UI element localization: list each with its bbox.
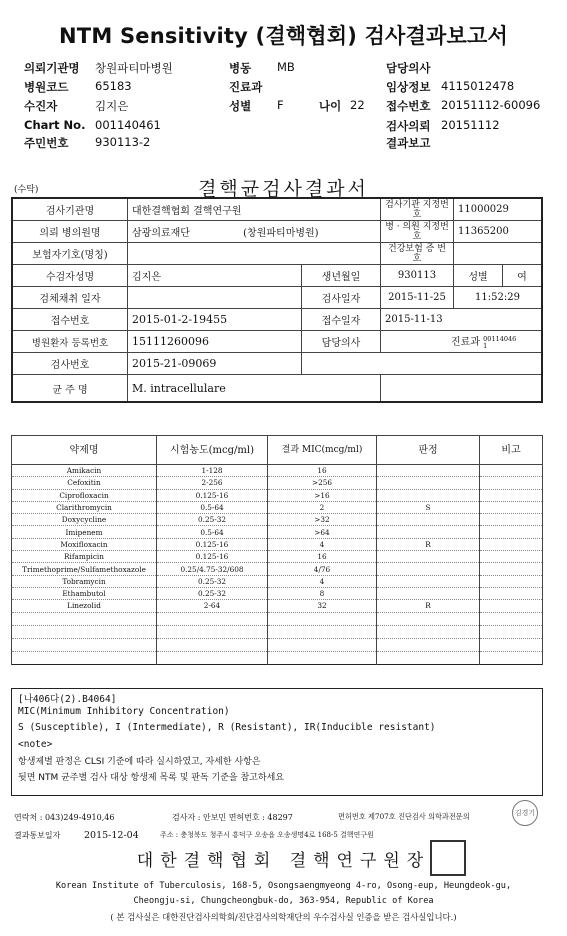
- empty-cell: [12, 638, 157, 651]
- empty-cell: [377, 612, 480, 625]
- empty-cell: [12, 612, 157, 625]
- patient-info-table: [11, 197, 543, 403]
- result-remark: [480, 587, 543, 599]
- empty-cell: [12, 651, 157, 664]
- report-date-value: 2015-12-04: [84, 830, 139, 841]
- signature-stamp: [512, 800, 538, 826]
- result-row: [12, 538, 543, 550]
- result-conc: 0.5-64: [157, 501, 268, 513]
- exam-inst-value: 대한결핵협회 결핵연구원: [128, 198, 381, 221]
- notes-legend: S (Susceptible), I (Intermediate), R (Resistant), IR(Inducible resistant): [18, 722, 436, 733]
- result-interp: [377, 563, 480, 575]
- address-en-1: Korean Institute of Tuberculosis, 168-5, Osongsaengmyeong 4-ro, Osong-eup, Heungdeok-gu,: [55, 881, 512, 891]
- age-label: 나이: [319, 99, 342, 113]
- notes-line1: 항생제별 판정은 CLSI 기준에 따라 실시하였고, 자세한 사항은: [18, 757, 261, 767]
- result-interp: [377, 489, 480, 501]
- result-row: [12, 526, 543, 538]
- empty-cell: [268, 638, 377, 651]
- empty-cell: [268, 612, 377, 625]
- health-ins-label: 건강보험 증 번 호: [381, 243, 454, 265]
- notes-tag: <note>: [18, 739, 53, 750]
- clinical-info-label: 임상정보: [386, 80, 431, 94]
- age-value: 22: [350, 98, 365, 112]
- result-mic: 4/76: [268, 563, 377, 575]
- chart-no-value: 001140461: [95, 118, 161, 132]
- ward-label: 병동: [229, 61, 252, 75]
- result-mic: 16: [268, 551, 377, 563]
- exam-date-label: 검사일자: [302, 287, 381, 309]
- exam-no-label: 검사번호: [12, 353, 128, 375]
- clinical-info-value: 4115012478: [441, 79, 515, 93]
- result-drug: Amikacin: [12, 465, 157, 477]
- result-interp: [377, 575, 480, 587]
- receipt-date-label: 접수일자: [302, 309, 381, 331]
- receipt-date-value: 2015-11-13: [381, 309, 543, 331]
- result-mic: >16: [268, 489, 377, 501]
- result-conc: 0.25-32: [157, 514, 268, 526]
- birth-value: 930113: [381, 265, 454, 287]
- receipt-no-value: 20151112-60096: [441, 98, 541, 112]
- req-inst-cell: [128, 221, 381, 243]
- result-mic: 2: [268, 501, 377, 513]
- result-row: [12, 489, 543, 501]
- result-conc: 2-256: [157, 477, 268, 489]
- result-conc: 1-128: [157, 465, 268, 477]
- result-drug: Doxycycline: [12, 514, 157, 526]
- conc-header: 시험농도(mcg/ml): [157, 436, 268, 465]
- result-conc: 0.5-64: [157, 526, 268, 538]
- result-conc: 0.25/4.75-32/608: [157, 563, 268, 575]
- doctor-dept-cell: [381, 331, 543, 353]
- empty-cell: [12, 625, 157, 638]
- drug-header: 약제명: [12, 436, 157, 465]
- exam-no-value: 2015-21-09069: [128, 353, 302, 375]
- address-kr: 주소 : 충청북도 청주시 흥덕구 오송읍 오송생명4로 168-5 결핵연구원: [160, 831, 374, 839]
- empty-row: [12, 612, 543, 625]
- org-name: 대한결핵협회 결핵연구원장: [136, 851, 431, 871]
- institution-label: 의뢰기관명: [24, 61, 80, 75]
- result-mic: 32: [268, 600, 377, 612]
- exam-no-blank: [302, 353, 543, 375]
- doctor-label: 담당의사: [302, 331, 381, 353]
- result-drug: Linezolid: [12, 600, 157, 612]
- report-date-label: 결과통보일자: [14, 831, 61, 840]
- signature-text: 김경기: [514, 809, 536, 817]
- species-blank: [381, 375, 543, 403]
- rrn-label: 주민번호: [24, 136, 69, 150]
- results-body: [12, 465, 543, 665]
- notes-mic-def: MIC(Minimum Inhibitory Concentration): [18, 706, 230, 717]
- chart-no-label: Chart No.: [24, 118, 86, 132]
- result-row: [12, 501, 543, 513]
- notes-code: [나406다(2).B4064]: [18, 694, 117, 705]
- empty-row: [12, 625, 543, 638]
- req-inst-label: 의뢰 병의원명: [12, 221, 128, 243]
- result-remark: [480, 501, 543, 513]
- empty-cell: [268, 625, 377, 638]
- empty-cell: [480, 612, 543, 625]
- result-drug: Moxifloxacin: [12, 538, 157, 550]
- report-title: NTM Sensitivity (결핵협회) 검사결과보고서: [59, 24, 508, 48]
- patient-value: 김지은: [128, 265, 302, 287]
- result-remark: [480, 551, 543, 563]
- certification-note: ( 본 검사실은 대한진단검사의학회/진단검사의학재단의 우수검사실 인증을 받은 검사실입니다.): [110, 912, 457, 922]
- hosp-patient-label: 병원환자 등록번호: [12, 331, 128, 353]
- result-remark: [480, 489, 543, 501]
- clinic-no-value: 11365200: [454, 221, 543, 243]
- collect-date-value: [128, 287, 302, 309]
- result-row: [12, 587, 543, 599]
- result-mic: >64: [268, 526, 377, 538]
- result-conc: 0.125-16: [157, 551, 268, 563]
- insurance-value: [128, 243, 381, 265]
- result-row: [12, 551, 543, 563]
- collector-value: 김지은: [95, 99, 129, 113]
- sex-form-value: 여: [503, 265, 543, 287]
- empty-cell: [377, 638, 480, 651]
- result-remark: [480, 575, 543, 587]
- result-remark: [480, 465, 543, 477]
- insurance-label: 보험자기호(명칭): [12, 243, 128, 265]
- interp-header: 판정: [377, 436, 480, 465]
- institution-value: 창원파티마병원: [95, 61, 173, 75]
- receipt-form-label: 접수번호: [12, 309, 128, 331]
- result-remark: [480, 563, 543, 575]
- result-remark: [480, 526, 543, 538]
- result-row: [12, 514, 543, 526]
- result-conc: 2-64: [157, 600, 268, 612]
- hospital-code-label: 병원코드: [24, 80, 69, 94]
- rrn-value: 930113-2: [95, 135, 151, 149]
- result-drug: Clarithromycin: [12, 501, 157, 513]
- result-interp: [377, 465, 480, 477]
- exam-inst-no-value: 11000029: [454, 198, 543, 221]
- footer-license: 면허번호 제707호 진단검사 의학과전문의: [338, 812, 470, 821]
- empty-cell: [480, 625, 543, 638]
- notes-box: [11, 688, 543, 796]
- result-mic: >32: [268, 514, 377, 526]
- result-mic: 4: [268, 575, 377, 587]
- request-date-value: 20151112: [441, 118, 500, 132]
- result-row: [12, 477, 543, 489]
- empty-row: [12, 651, 543, 664]
- department-label: 진료과: [229, 80, 263, 94]
- result-row: [12, 600, 543, 612]
- form-title: 결핵균검사결과서: [198, 178, 369, 200]
- result-interp: R: [377, 538, 480, 550]
- result-drug: Tobramycin: [12, 575, 157, 587]
- collector-label: 수진자: [24, 99, 58, 113]
- exam-date-value: 2015-11-25: [381, 287, 454, 309]
- patient-label: 수검자성명: [12, 265, 128, 287]
- empty-cell: [157, 625, 268, 638]
- result-interp: S: [377, 501, 480, 513]
- notes-line2: 뒷면 NTM 균주별 검사 대상 항생제 목록 및 판독 기준을 참고하세요: [18, 773, 284, 783]
- result-remark: [480, 538, 543, 550]
- sex-label: 성별: [229, 99, 252, 113]
- result-drug: Ethambutol: [12, 587, 157, 599]
- species-value: M. intracellulare: [128, 375, 381, 403]
- dept-label: 진료과: [451, 337, 480, 349]
- mic-header: 결과 MIC(mcg/ml): [268, 436, 377, 465]
- species-label: 균 주 명: [12, 375, 128, 403]
- result-row: [12, 465, 543, 477]
- empty-cell: [480, 638, 543, 651]
- exam-inst-no-label: 검사기관 지정번호: [381, 198, 454, 221]
- sex-form-label: 성별: [454, 265, 503, 287]
- result-conc: 0.125-16: [157, 489, 268, 501]
- request-date-label: 검사의뢰: [386, 119, 431, 133]
- health-ins-value: [454, 243, 543, 265]
- empty-cell: [157, 612, 268, 625]
- result-drug: Trimethoprime/Sulfamethoxazole: [12, 563, 157, 575]
- empty-cell: [377, 651, 480, 664]
- result-row: [12, 563, 543, 575]
- result-mic: >256: [268, 477, 377, 489]
- empty-cell: [157, 638, 268, 651]
- footer-contact: 연락처 : 043)249-4910,46: [14, 813, 115, 822]
- ward-value: MB: [277, 60, 295, 74]
- result-interp: [377, 514, 480, 526]
- results-table: [11, 435, 543, 665]
- req-inst-value: 삼광의료재단: [132, 228, 190, 239]
- result-remark: [480, 477, 543, 489]
- sex-value: F: [277, 98, 284, 112]
- result-mic: 4: [268, 538, 377, 550]
- footer-inspector: 검사자 : 안보민 면허번호 : 48297: [172, 813, 293, 822]
- receipt-form-value: 2015-01-2-19455: [128, 309, 302, 331]
- result-report-label: 결과보고: [386, 136, 431, 150]
- empty-cell: [480, 651, 543, 664]
- result-interp: R: [377, 600, 480, 612]
- attending-label: 담당의사: [386, 61, 431, 75]
- dept-value: 00114046 1: [483, 334, 517, 350]
- result-mic: 16: [268, 465, 377, 477]
- address-en-2: Cheongju-si, Chungcheongbuk-do, 363-954, Republic of Korea: [133, 896, 434, 906]
- result-drug: Ciprofloxacin: [12, 489, 157, 501]
- empty-row: [12, 638, 543, 651]
- result-interp: [377, 526, 480, 538]
- result-remark: [480, 600, 543, 612]
- result-mic: 8: [268, 587, 377, 599]
- result-interp: [377, 551, 480, 563]
- receipt-no-label: 접수번호: [386, 99, 431, 113]
- birth-label: 생년월일: [302, 265, 381, 287]
- result-conc: 0.25-32: [157, 575, 268, 587]
- hosp-patient-value: 15111260096: [128, 331, 302, 353]
- form-tag: (수탁): [14, 185, 39, 195]
- exam-inst-label: 검사기관명: [12, 198, 128, 221]
- collect-date-label: 검체채취 일자: [12, 287, 128, 309]
- exam-time-value: 11:52:29: [454, 287, 543, 309]
- hospital-code-value: 65183: [95, 79, 132, 93]
- result-row: [12, 575, 543, 587]
- result-drug: Imipenem: [12, 526, 157, 538]
- empty-cell: [268, 651, 377, 664]
- remark-header: 비고: [480, 436, 543, 465]
- result-drug: Rifampicin: [12, 551, 157, 563]
- empty-cell: [157, 651, 268, 664]
- official-seal: [430, 840, 466, 876]
- result-remark: [480, 514, 543, 526]
- result-interp: [377, 587, 480, 599]
- result-interp: [377, 477, 480, 489]
- clinic-no-label: 병 · 의원 지정번호: [381, 221, 454, 243]
- result-conc: 0.25-32: [157, 587, 268, 599]
- result-conc: 0.125-16: [157, 538, 268, 550]
- req-inst-sub: (창원파티마병원): [243, 228, 319, 239]
- empty-cell: [377, 625, 480, 638]
- result-drug: Cefoxitin: [12, 477, 157, 489]
